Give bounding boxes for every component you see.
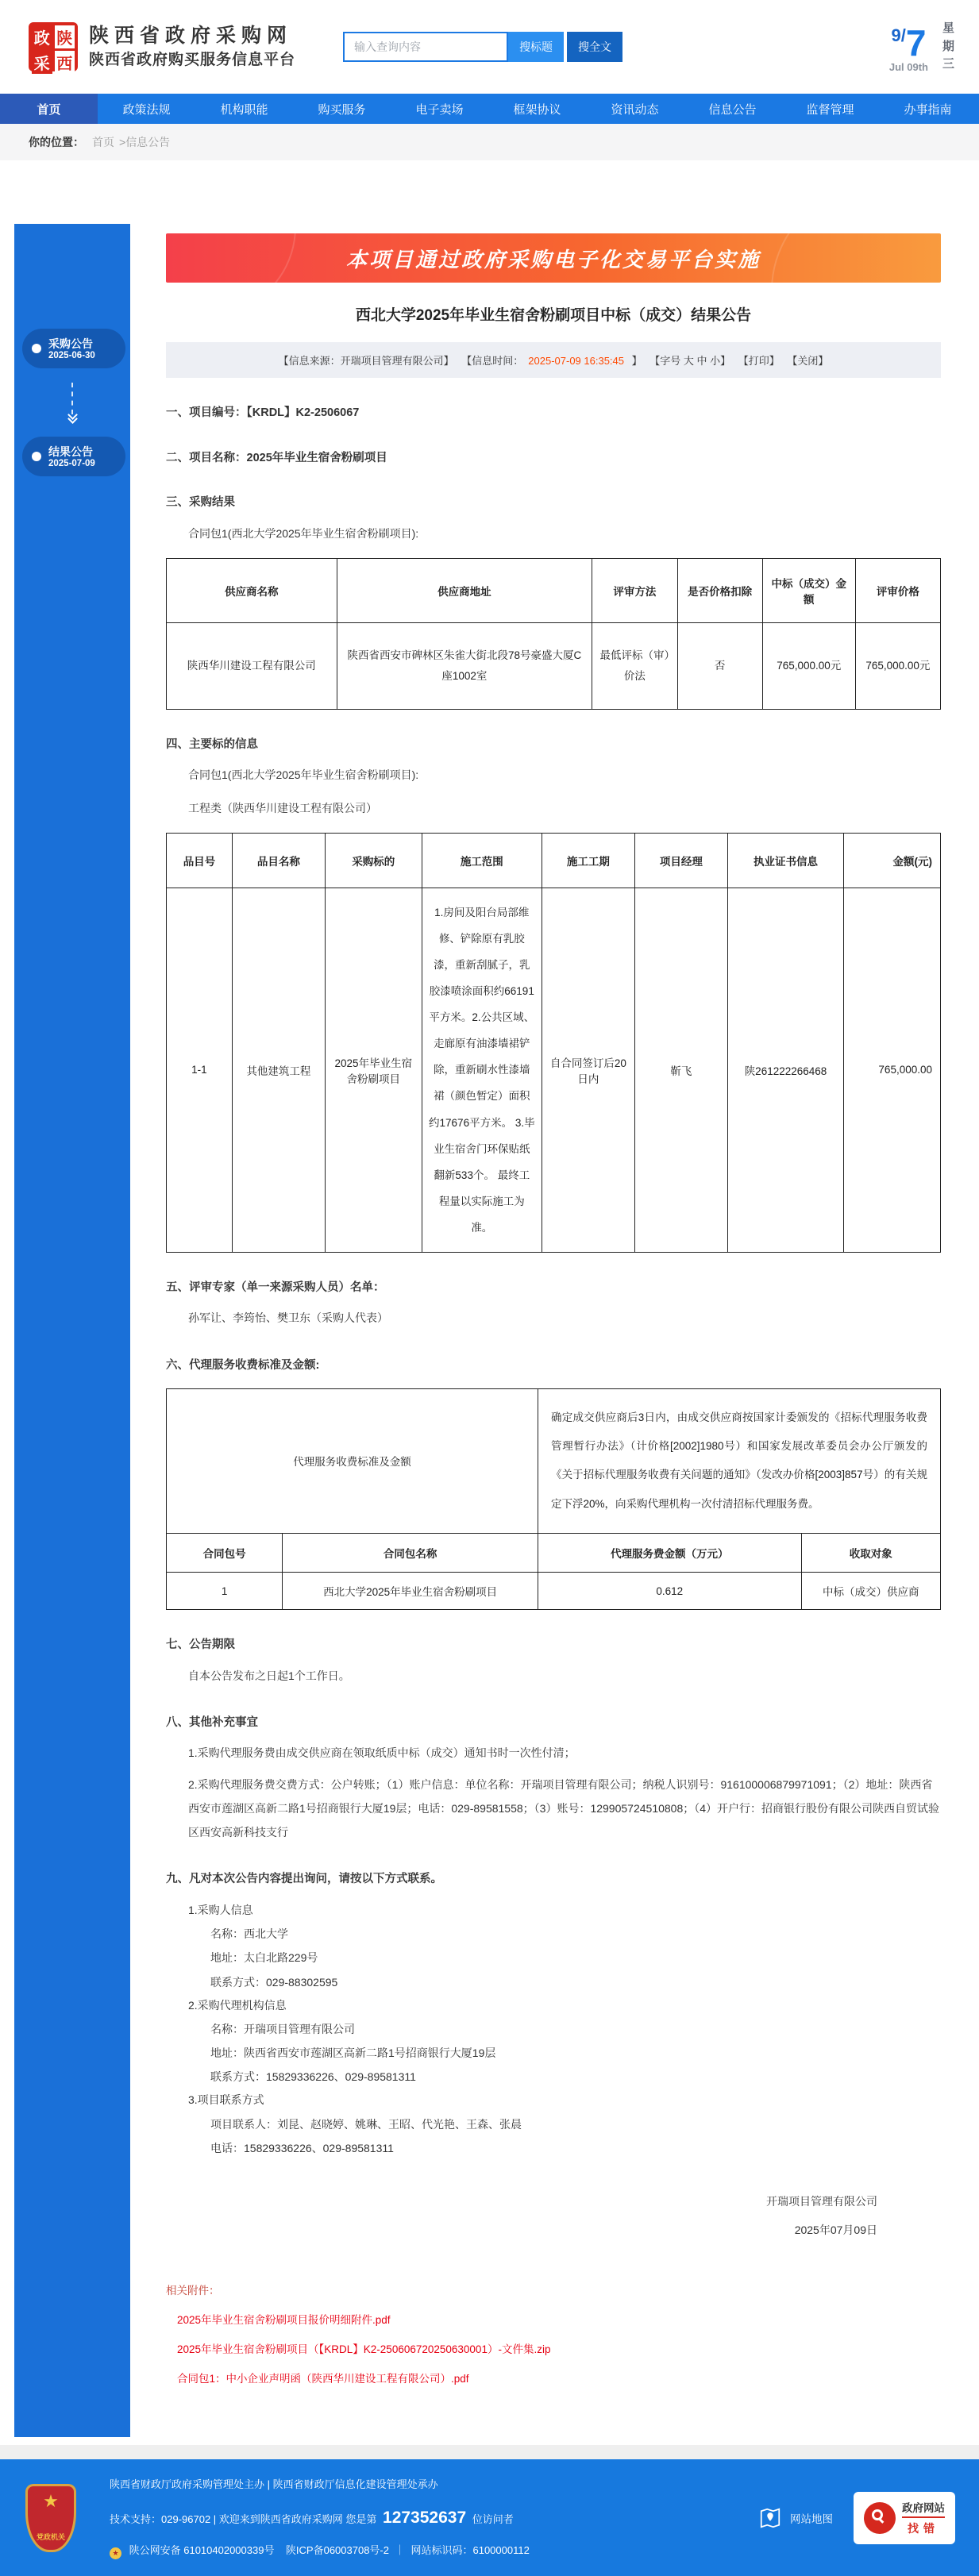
- timeline-item-procurement-notice[interactable]: [22, 329, 125, 368]
- table-header-row: [167, 1534, 941, 1573]
- breadcrumb-current-link[interactable]: 信息公告: [125, 136, 171, 148]
- package-no-cell: 1: [167, 1573, 283, 1610]
- column-header: 中标（成交）金额: [762, 559, 855, 623]
- nav-item-guide[interactable]: 办事指南: [904, 102, 952, 117]
- date-month: 7: [905, 21, 927, 64]
- weekday-label: 星期三: [942, 21, 955, 71]
- award-amount-cell: 765,000.00元: [762, 623, 855, 709]
- section-6-heading: 六、代理服务收费标准及金额:: [166, 1358, 320, 1372]
- logo-seal-icon: [29, 22, 78, 71]
- icp-number[interactable]: 陕ICP备06003708号-2: [285, 2544, 389, 2557]
- attachment-link[interactable]: 2025年毕业生宿舍粉刷项目报价明细附件.pdf: [177, 2313, 391, 2326]
- date-number: [889, 21, 928, 64]
- section-5-heading: 五、评审专家（单一来源采购人员）名单：: [166, 1280, 385, 1294]
- timeline-item-date: 2025-07-09: [48, 459, 95, 469]
- public-security-badge-icon: [110, 2547, 121, 2559]
- agency-info-title: 2.采购代理机构信息: [188, 1998, 287, 2012]
- section-3-heading: 三、采购结果: [166, 496, 235, 510]
- fee-amount-cell: 0.612: [538, 1573, 802, 1610]
- column-header: 金额(元): [844, 834, 941, 888]
- nav-item-policies[interactable]: 政策法规: [122, 102, 171, 117]
- fee-standard-text-cell: 确定成交供应商后3日内，由成交供应商按国家计委颁发的《招标代理服务收费管理暂行办法》（计价格[2002]1980号）和国家发展改革委员会办公厅颁发的《关于招标代理服务收费有关问题的通知》（发改办价格[2003]857号）的有关规定下浮20%，向采购代理机构一次付清招标代理服务费。: [538, 1388, 941, 1534]
- page-title: 西北大学2025年毕业生宿舍粉刷项目中标（成交）结果公告: [355, 307, 752, 324]
- breadcrumb: [0, 124, 979, 160]
- error-badge-line2: 找错: [908, 2522, 939, 2536]
- table-header-row: [167, 834, 941, 888]
- logo-seal-char: 政: [32, 25, 52, 48]
- column-header: 代理服务费金额（万元）: [538, 1534, 802, 1573]
- subject-cell: 2025年毕业生宿舍粉刷项目: [325, 888, 422, 1253]
- search-box: [343, 32, 622, 62]
- column-header: 合同包名称: [283, 1534, 538, 1573]
- column-header: 供应商名称: [167, 559, 337, 623]
- logo-seal-char: 采: [32, 51, 52, 74]
- procurement-result-table: [166, 558, 941, 709]
- fee-standard-label-cell: 代理服务收费标准及金额: [167, 1388, 538, 1534]
- footer-support-suffix: 位访问者: [472, 2512, 514, 2525]
- price-deduction-cell: 否: [677, 623, 762, 709]
- site-subtitle: 陕西省政府购买服务信息平台: [89, 51, 296, 68]
- notice-period-text: 自本公告发布之日起1个工作日。: [188, 1669, 350, 1682]
- breadcrumb-home-link[interactable]: 首页: [92, 136, 114, 148]
- table-row: [167, 1573, 941, 1610]
- visitor-counter: 127352637: [383, 2508, 467, 2527]
- review-price-cell: 765,000.00元: [855, 623, 940, 709]
- government-emblem-icon: ★ 党政机关: [25, 2484, 76, 2552]
- purchaser-info-title: 1.采购人信息: [188, 1903, 253, 1916]
- purchaser-name: 名称：西北大学: [210, 1927, 288, 1941]
- table-row: [167, 1388, 941, 1534]
- table-header-row: [167, 559, 941, 623]
- nav-item-supervision[interactable]: 监督管理: [806, 102, 854, 117]
- column-header: 是否价格扣除: [677, 559, 762, 623]
- signature-date: 2025年07月09日: [794, 2224, 877, 2237]
- footer-divider: [0, 2445, 979, 2459]
- section-2-heading: 二、项目名称：2025年毕业生宿舍粉刷项目: [166, 451, 387, 464]
- date-english: Jul 09th: [888, 60, 928, 73]
- site-titles: [89, 23, 295, 71]
- column-header: 品目名称: [232, 834, 325, 888]
- emblem-caption: 党政机关: [36, 2532, 65, 2541]
- package-name-cell: 西北大学2025年毕业生宿舍粉刷项目: [283, 1573, 538, 1610]
- site-title: 陕西省政府采购网: [89, 24, 293, 47]
- supplement-item: 1.采购代理服务费由成交供应商在领取纸质中标（成交）通知书时一次性付清；: [188, 1746, 576, 1759]
- main-nav: [0, 94, 979, 124]
- supplier-name-cell: 陕西华川建设工程有限公司: [167, 623, 337, 709]
- column-header: 收取对象: [801, 1534, 941, 1573]
- contract-package-label: 合同包1(西北大学2025年毕业生宿舍粉刷项目):: [188, 768, 419, 782]
- section-8-heading: 八、其他补充事宜: [166, 1716, 258, 1730]
- work-scope-cell: 1.房间及阳台局部维修、铲除原有乳胶漆，重新刮腻子，乳胶漆喷涂面积约66191平方米。2.公共区域、走廊原有油漆墙裙铲除，重新刷水性漆墙裙（颜色暂定）面积约17676平方米。 3.毕业生宿舍门环保贴纸翻新533个。 最终工程量以实际施工为准。: [422, 888, 542, 1253]
- column-header: 施工范围: [422, 834, 542, 888]
- search-fulltext-button[interactable]: 搜全文: [567, 32, 622, 62]
- amount-cell: 765,000.00: [844, 888, 941, 1253]
- category-label: 工程类（陕西华川建设工程有限公司）: [188, 801, 377, 814]
- duration-cell: 自合同签订后20日内: [542, 888, 634, 1253]
- footer-right: [758, 2492, 955, 2544]
- attachments-block: [166, 2281, 941, 2393]
- main-area: [14, 224, 965, 2437]
- breadcrumb-separator: >: [119, 136, 126, 148]
- beian-number[interactable]: 陕公网安备 61010402000339号: [129, 2544, 275, 2557]
- announcement-timeline: [14, 224, 130, 2437]
- footer-separator: ｜: [395, 2544, 406, 2557]
- project-contacts: 项目联系人：刘昆、赵晓婷、姚琳、王昭、代光艳、王森、张晨: [210, 2117, 522, 2131]
- close-button[interactable]: 【关闭】: [787, 355, 829, 367]
- column-header: 供应商地址: [337, 559, 592, 623]
- timeline-item-date: 2025-06-30: [48, 351, 95, 361]
- date-day: 9/: [891, 25, 906, 45]
- platform-banner: 本项目通过政府采购电子化交易平台实施: [166, 233, 941, 283]
- sitemap-label: 网站地图: [790, 2512, 833, 2525]
- timeline-item-result-notice[interactable]: [22, 437, 125, 476]
- timeline-dot-icon: [32, 344, 41, 353]
- column-header: 评审方法: [592, 559, 677, 623]
- certificate-cell: 陕261222266468: [727, 888, 843, 1253]
- attachment-link[interactable]: 合同包1：中小企业声明函（陕西华川建设工程有限公司）.pdf: [177, 2372, 469, 2385]
- agency-address: 地址：陕西省西安市莲湖区高新二路1号招商银行大厦19层: [210, 2047, 496, 2060]
- footer-support-line: [110, 2497, 530, 2538]
- fee-payer-cell: 中标（成交）供应商: [801, 1573, 941, 1610]
- timeline-dot-icon: [32, 452, 41, 461]
- agency-name: 名称：开瑞项目管理有限公司: [210, 2023, 355, 2035]
- logo-seal-char: 陕: [55, 25, 75, 48]
- nav-item-org-functions[interactable]: 机构职能: [220, 102, 268, 117]
- nav-item-announcements[interactable]: 信息公告: [708, 102, 757, 117]
- section-4-heading: 四、主要标的信息: [166, 737, 258, 751]
- font-size-control[interactable]: 【字号 大 中 小】: [649, 355, 731, 367]
- footer-text: [110, 2472, 530, 2563]
- article-content: [130, 224, 965, 2437]
- error-report-logo-icon: [864, 2502, 896, 2534]
- item-name-cell: 其他建筑工程: [232, 888, 325, 1253]
- section-9-heading: 九、凡对本次公告内容提出询问，请按以下方式联系。: [166, 1873, 442, 1886]
- purchaser-contact: 联系方式：029-88302595: [210, 1975, 338, 1989]
- sitemap-icon: [758, 2506, 782, 2530]
- error-badge-line1: 政府网站: [902, 2499, 945, 2518]
- table-row: [167, 888, 941, 1253]
- column-header: 合同包号: [167, 1534, 283, 1573]
- date-widget: [889, 20, 957, 74]
- meta-time-suffix: 】: [629, 355, 642, 367]
- nav-item-home[interactable]: 首页: [0, 94, 98, 124]
- timeline-arrow-down-icon: [14, 368, 130, 437]
- search-input[interactable]: [343, 32, 508, 62]
- column-header: 品目号: [167, 834, 233, 888]
- project-contact-title: 3.项目联系方式: [188, 2093, 264, 2107]
- agency-contact: 联系方式：15829336226、029-89581311: [210, 2070, 416, 2084]
- footer-organizer-line: 陕西省财政厅政府采购管理处主办 | 陕西省财政厅信息化建设管理处承办: [110, 2478, 438, 2491]
- evaluation-method-cell: 最低评标（审）价法: [592, 623, 677, 709]
- site-header: [0, 0, 979, 94]
- table-row: [167, 623, 941, 709]
- agency-fee-table: [166, 1388, 941, 1611]
- subject-info-table: [166, 833, 941, 1253]
- sitemap-link[interactable]: [758, 2506, 833, 2530]
- attachments-label: 相关附件：: [166, 2284, 220, 2297]
- contract-package-label: 合同包1(西北大学2025年毕业生宿舍粉刷项目):: [188, 526, 419, 540]
- footer-registration-line: [110, 2538, 530, 2563]
- supplier-address-cell: 陕西省西安市碑林区朱雀大街北段78号豪盛大厦C座1002室: [337, 623, 592, 709]
- nav-item-purchase-services[interactable]: 购买服务: [318, 102, 366, 117]
- site-footer: [0, 2459, 979, 2576]
- item-no-cell: 1-1: [167, 888, 233, 1253]
- column-header: 评审价格: [855, 559, 940, 623]
- timeline-item-title: 采购公告: [48, 337, 93, 350]
- nav-item-framework-agreement[interactable]: 框架协议: [513, 102, 561, 117]
- purchaser-address: 地址：太白北路229号: [210, 1951, 318, 1965]
- column-header: 施工工期: [542, 834, 634, 888]
- column-header: 采购标的: [325, 834, 422, 888]
- signature-company: 开瑞项目管理有限公司: [766, 2194, 877, 2208]
- supplement-item: 2.采购代理服务费交费方式：公户转账；（1）账户信息：单位名称：开瑞项目管理有限公司；纳税人识别号：916100006879971091；（2）地址：陕西省西安市莲湖区高新二路1号招商银行大厦19层；电话：029-89581558；（3）账号：129905724510808；（4）开户行：招商银行股份有限公司陕西自贸试验区西安高新科技支行: [188, 1778, 940, 1839]
- print-button[interactable]: 【打印】: [738, 355, 780, 367]
- meta-time-value: 2025-07-09 16:35:45: [528, 355, 624, 367]
- gov-site-error-report-badge[interactable]: [854, 2492, 955, 2544]
- article-meta-bar: [166, 342, 941, 378]
- footer-support-prefix: 技术支持：029-96702 | 欢迎来到陕西省政府采购网 您是第: [110, 2512, 377, 2525]
- site-code: 网站标识码：6100000112: [410, 2544, 530, 2557]
- experts-list: 孙军让、李筠怡、樊卫东（采购人代表）: [188, 1311, 388, 1325]
- section-1-heading: 一、项目编号：【KRDL】K2-2506067: [166, 406, 360, 419]
- column-header: 项目经理: [634, 834, 727, 888]
- meta-time-prefix: 【信息时间：: [461, 355, 524, 367]
- site-logo[interactable]: [29, 22, 295, 71]
- nav-item-e-marketplace[interactable]: 电子卖场: [415, 102, 464, 117]
- logo-seal-char: 西: [55, 51, 75, 74]
- section-7-heading: 七、公告期限: [166, 1638, 235, 1652]
- nav-item-news[interactable]: 资讯动态: [611, 102, 659, 117]
- signature-block: [166, 2187, 941, 2245]
- project-phone: 电话：15829336226、029-89581311: [210, 2141, 394, 2154]
- meta-source: 【信息来源：开瑞项目管理有限公司】: [278, 355, 454, 367]
- search-title-button[interactable]: 搜标题: [508, 32, 564, 62]
- project-manager-cell: 靳飞: [634, 888, 727, 1253]
- column-header: 执业证书信息: [727, 834, 843, 888]
- timeline-item-title: 结果公告: [48, 445, 93, 459]
- breadcrumb-prefix: 你的位置：: [29, 136, 84, 148]
- attachment-link[interactable]: 2025年毕业生宿舍粉刷项目（【KRDL】K2-250606720250630001）-文件集.zip: [177, 2343, 551, 2355]
